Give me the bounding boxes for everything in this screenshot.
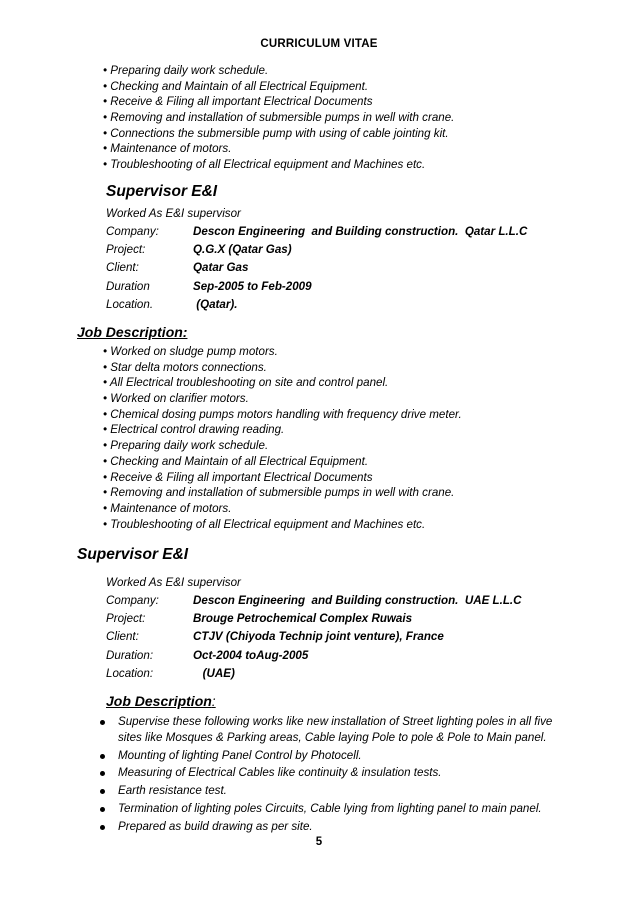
detail-row	[106, 280, 576, 298]
detail-label: Location.	[106, 297, 154, 311]
job-description-item	[100, 714, 570, 746]
job-description-item	[100, 765, 570, 781]
bullet-icon	[100, 825, 105, 830]
job-description-text: Termination of lighting poles Circuits, Cable lying from lighting panel to main panel.	[118, 801, 542, 815]
bullet-icon	[100, 807, 105, 812]
job-description-text: Earth resistance test.	[118, 784, 227, 798]
job-description-item: • Maintenance of motors.	[103, 501, 232, 515]
job-description-text: Supervise these following works like new installation of Street lighting poles in all five sites like Mosques & Parking areas, Cable laying Pole to pole & Pole to Main panel.	[118, 715, 553, 744]
detail-label: Duration:	[106, 648, 154, 662]
duty-item: • Connections the submersible pump with using of cable jointing kit.	[103, 126, 449, 140]
duty-item: • Removing and installation of submersible pumps in well with crane.	[103, 111, 455, 125]
job-description-text: Measuring of Electrical Cables like continuity & insulation tests.	[118, 766, 442, 780]
job-description-title-2-text: Job Description	[106, 693, 212, 709]
detail-row	[106, 630, 576, 648]
job-description-item: • Electrical control drawing reading.	[103, 423, 285, 437]
detail-label: Client:	[106, 261, 139, 275]
duty-item: • Checking and Maintain of all Electrical Equipment.	[103, 79, 369, 93]
job-description-item	[100, 748, 570, 764]
detail-row	[106, 225, 576, 243]
detail-row	[106, 243, 576, 261]
detail-label: Project:	[106, 243, 146, 257]
detail-label: Location:	[106, 666, 154, 680]
bullet-icon	[100, 771, 105, 776]
duty-item: • Maintenance of motors.	[103, 142, 232, 156]
job-description-item	[100, 801, 570, 817]
job-description-item: • Chemical dosing pumps motors handling with frequency drive meter.	[103, 407, 462, 421]
job-description-item: • Worked on sludge pump motors.	[103, 345, 278, 358]
job-description-item: • Troubleshooting of all Electrical equipment and Machines etc.	[103, 517, 426, 531]
detail-label: Duration	[106, 279, 150, 293]
detail-label: Client:	[106, 630, 139, 644]
detail-row	[106, 594, 576, 612]
detail-row	[106, 649, 576, 667]
detail-value: Q.G.X (Qatar Gas)	[193, 243, 292, 257]
job-description-item: • All Electrical troubleshooting on site and control panel.	[103, 376, 389, 390]
job-details-2	[106, 594, 576, 685]
job-description-item: • Checking and Maintain of all Electrical Equipment.	[103, 454, 369, 468]
job-description-item: • Worked on clarifier motors.	[103, 392, 249, 406]
duty-item: • Troubleshooting of all Electrical equipment and Machines etc.	[103, 158, 426, 172]
detail-row	[106, 298, 576, 316]
bullet-icon	[100, 754, 105, 759]
job-description-title-2	[106, 693, 216, 709]
detail-label: Company:	[106, 594, 159, 607]
detail-value: Descon Engineering and Building construction. UAE L.L.C	[193, 594, 522, 607]
detail-value: Sep-2005 to Feb-2009	[193, 279, 312, 293]
job-description-item	[100, 819, 570, 835]
worked-as-text-2: Worked As E&I supervisor	[106, 576, 241, 589]
section-title-supervisor-2: Supervisor E&I	[77, 546, 189, 563]
job-details-1	[106, 225, 576, 316]
duty-item: • Preparing daily work schedule.	[103, 64, 269, 77]
duties-list-top	[103, 63, 454, 173]
detail-row	[106, 667, 576, 685]
detail-value: Descon Engineering and Building construction. Qatar L.L.C	[193, 225, 528, 238]
job-description-text: Prepared as build drawing as per site.	[118, 819, 313, 833]
job-description-title-2-colon: :	[211, 693, 216, 709]
job-description-item: • Removing and installation of submersible pumps in well with crane.	[103, 486, 455, 500]
detail-label: Company:	[106, 225, 159, 238]
job-description-item	[100, 783, 570, 799]
job-description-text: Mounting of lighting Panel Control by Photocell.	[118, 748, 362, 762]
detail-value: CTJV (Chiyoda Technip joint venture), France	[193, 630, 444, 644]
job-description-item: • Preparing daily work schedule.	[103, 439, 269, 453]
detail-label: Project:	[106, 612, 146, 626]
job-description-title-1: Job Description:	[77, 324, 188, 340]
page-number: 5	[315, 836, 323, 848]
detail-value: Oct-2004 toAug-2005	[193, 648, 309, 662]
job-description-list-1	[103, 344, 462, 532]
section-title-supervisor-1: Supervisor E&I	[106, 183, 218, 200]
job-description-item: • Receive & Filing all important Electrical Documents	[103, 470, 373, 484]
worked-as-text-1: Worked As E&I supervisor	[106, 207, 241, 220]
job-description-list-2	[100, 714, 570, 837]
detail-value: Qatar Gas	[193, 261, 249, 275]
duty-item: • Receive & Filing all important Electrical Documents	[103, 95, 373, 109]
detail-value: Brouge Petrochemical Complex Ruwais	[193, 612, 413, 626]
bullet-icon	[100, 789, 105, 794]
detail-row	[106, 261, 576, 279]
detail-value: (Qatar).	[193, 297, 238, 311]
page-title: CURRICULUM VITAE	[260, 38, 378, 50]
detail-row	[106, 612, 576, 630]
bullet-icon	[100, 720, 105, 725]
detail-value: (UAE)	[193, 666, 235, 680]
job-description-item: • Star delta motors connections.	[103, 360, 267, 374]
